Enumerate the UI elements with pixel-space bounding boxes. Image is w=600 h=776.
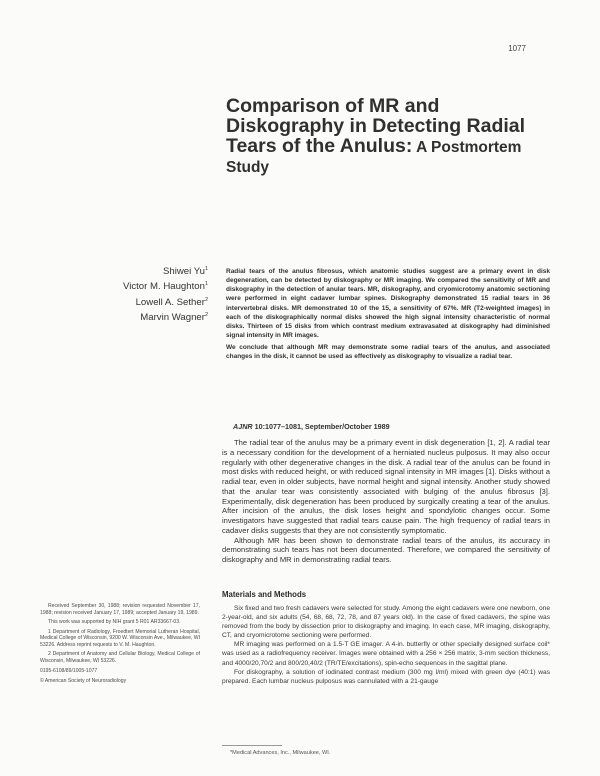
title-line-1: Comparison of MR and (226, 95, 440, 117)
body-paragraph: MR imaging was performed on a 1.5-T GE imager. A 4-in. butterfly or other specially designed surface coil* was used as a radiofrequency receiver. Images were obtained with a 256 × 256 matrix, 3-mm section thickness, and 4000/20,70/2 and 800/20,40/2 (TR/TE/excitations), spin-echo sequences in the sagittal plane. (222, 641, 550, 667)
article-title (226, 96, 556, 178)
title-subtitle: A Postmortem (412, 139, 522, 156)
citation-ref: 10:1077–1081, September/October 1989 (252, 422, 390, 431)
issn: 0195-6108/89/1005-1077 (40, 668, 98, 674)
author: Shiwei Yu$^1$ (162, 266, 208, 278)
section-heading: Materials and Methods (222, 590, 307, 599)
body-paragraph: Six fixed and two fresh cadavers were selected for study. Among the eight cadavers were one newborn, one 2-year-old, and six adults (54, 68, 68, 72, 78, and 87 years old). In the case of fixed cadavers, the spine was removed from the body by dissection prior to diskography and imaging. In each case, MR imaging, diskography, CT, and cryomicrotome sectioning were performed. (222, 605, 550, 640)
affiliation-note: 2 Department of Anatomy and Cellular Biology, Medical College of Wisconsin, Milwaukee, WI 53226. (40, 651, 200, 664)
author-list (123, 263, 208, 325)
introduction (222, 438, 550, 565)
body-paragraph: The radial tear of the anulus may be a primary event in disk degeneration [1, 2]. A radial tear is a necessary condition for the development of a herniated nucleus pulposus. It may also occur regularly with other degenerative changes in the disk. A radial tear of the anulus can be found in most disks with reduced height, or with reduced signal intensity in MR images [1]. Disks without a radial tear, even in older subjects, have normal height and signal intensity. Another study showed that the anular tear was consistently associated with bulging of the anulus fibrosus [3]. Experimentally, disk degeneration has been produced by surgically creating a tear of the anulus. After incision of the anulus, the disk loses height and spondylotic changes occur. Some investigators have suggested that radial tears cause pain. The high frequency of radial tears in cadaver disks suggests that they are not consistently symptomatic. (222, 438, 550, 535)
author: Victor M. Haughton$^1$ (122, 281, 208, 293)
body-paragraph: Although MR has been shown to demonstrate radial tears of the anulus, its accuracy in demonstrating such tears has not been documented. Therefore, we compared the sensitivity of diskography and MR in demonstrating radial tears. (222, 535, 550, 564)
received-note: Received September 30, 1988; revision requested November 17, 1988; revision received January 17, 1989; accepted January 19, 1989. (40, 603, 200, 616)
journal-citation (233, 422, 390, 431)
author: Lowell A. Sether$^2$ (135, 296, 208, 309)
abstract (226, 267, 550, 362)
footnote: *Medical Advances, Inc., Milwaukee, WI. (230, 750, 331, 756)
title-line-4: Study (226, 159, 270, 176)
copyright: © American Society of Neuroradiology (40, 677, 127, 684)
page-number: 1077 (508, 44, 526, 53)
journal-name: AJNR (233, 422, 253, 431)
affiliation-note: 1 Department of Radiology, Froedtert Memorial Lutheran Hospital, Medical College of Wisconsin, 9200 W. Wisconsin Ave., Milwaukee, WI 53226. Address reprint requests to V. M. Haughton. (40, 628, 200, 648)
title-line-2: Diskography in Detecting Radial (226, 115, 526, 137)
title-line-3-main: Tears of the Anulus: (226, 135, 413, 157)
abstract-paragraph: We conclude that although MR may demonstrate some radial tears of the anulus, and associated changes in the disk, it cannot be used as effectively as diskography to visualize a radial tear. (226, 344, 550, 361)
support-note: This work was supported by NIH grant 5 R01 AR33667-03. (48, 619, 181, 625)
body-paragraph: For diskography, a solution of iodinated contrast medium (300 mg I/ml) mixed with green dye (40:1) was prepared. Each lumbar nucleus pulposus was cannulated with a 21-gauge (222, 668, 550, 685)
article-notes (40, 603, 200, 687)
methods-text (222, 604, 550, 686)
author: Marvin Wagner$^2$ (140, 312, 208, 324)
title-line-3 (226, 136, 556, 158)
footnote-divider (222, 745, 282, 746)
abstract-paragraph: Radial tears of the anulus fibrosus, which anatomic studies suggest are a primary event in disk degeneration, can be detected by diskography or MR imaging. We compared the sensitivity of MR and diskography in the detection of anular tears. MR, diskography, and cryomicrotomy anatomic sectioning were performed in eight cadaver lumbar spines. Diskography demonstrated 15 radial tears in 36 intervertebral disks. MR demonstrated 10 of the 15, a sensitivity of 67%. MR (T2-weighted images) in each of the diskographically normal disks showed the high signal intensity characteristic of normal disks. Thirteen of 15 disks from which contrast medium extravasated at diskography had diminished signal intensity in MR images. (226, 268, 550, 340)
